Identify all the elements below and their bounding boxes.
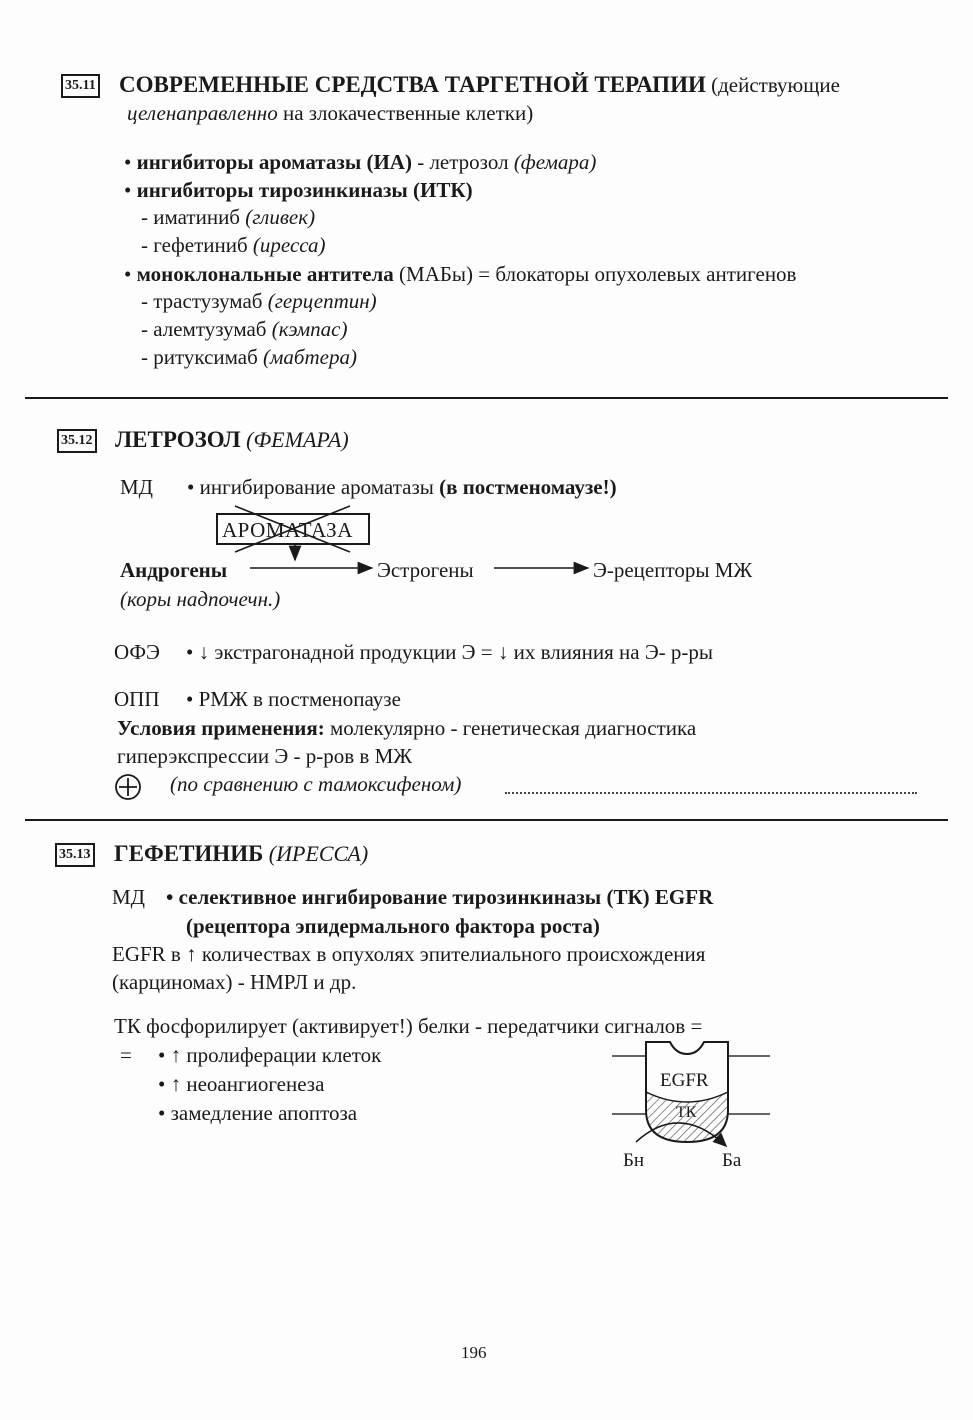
bullet: - xyxy=(141,205,154,229)
section-divider xyxy=(25,397,948,399)
bullet: - xyxy=(141,345,154,369)
title-bold: ЛЕТРОЗОЛ xyxy=(115,427,241,452)
title-bold: СОВРЕМЕННЫЕ СРЕДСТВА ТАРГЕТНОЙ ТЕРАПИИ xyxy=(119,72,706,97)
title-bold: ГЕФЕТИНИБ xyxy=(114,841,264,866)
md-text xyxy=(187,475,617,499)
item-text: алемтузумаб xyxy=(153,317,272,341)
paragraph: EGFR в ↑ количествах в опухолях эпителиального происхождения xyxy=(112,942,706,966)
item-bold: ингибиторы тирозинкиназы (ИТК) xyxy=(136,178,473,202)
list-item xyxy=(141,289,377,313)
plus-note: (по сравнению с тамоксифеном) xyxy=(170,772,462,796)
section-title-35-12 xyxy=(115,427,349,453)
list-item xyxy=(124,262,796,286)
item-italic: (иресса) xyxy=(252,233,326,257)
estrogens-label: Эстрогены xyxy=(377,558,474,582)
md-text-plain: • ингибирование ароматазы xyxy=(187,475,440,499)
section-divider xyxy=(25,819,948,821)
list-item xyxy=(141,233,326,257)
ba-label: Ба xyxy=(722,1150,742,1171)
tk-label: ТК xyxy=(676,1104,697,1121)
ofe-label: ОФЭ xyxy=(114,640,160,664)
bullet: - xyxy=(141,317,154,341)
section-number-35-13: 35.13 xyxy=(55,843,95,867)
section-number-35-11: 35.11 xyxy=(61,74,100,98)
section-title-35-11 xyxy=(119,72,840,98)
receptors-label: Э-рецепторы МЖ xyxy=(593,558,753,582)
androgens-label: Андрогены xyxy=(120,558,228,582)
md-text-line-2: (рецептора эпидермального фактора роста) xyxy=(186,914,600,938)
bullet: - xyxy=(141,233,154,257)
page-number: 196 xyxy=(461,1343,487,1362)
title-italic: (ФЕМАРА) xyxy=(240,427,349,452)
item-bold: моноклональные антитела xyxy=(136,262,394,286)
item-text: гефетиниб xyxy=(153,233,253,257)
item-text: ритуксимаб xyxy=(153,345,264,369)
item-italic: (кэмпас) xyxy=(271,317,348,341)
androgens-note: (коры надпочечн.) xyxy=(120,587,281,611)
section-title-35-13 xyxy=(114,841,368,867)
dotted-fill xyxy=(505,792,917,794)
bullet: • xyxy=(124,150,137,174)
list-item xyxy=(124,178,473,202)
item-italic: (мабтера) xyxy=(263,345,357,369)
item-italic: (герцептин) xyxy=(267,289,377,313)
effect-item: • ↑ пролиферации клеток xyxy=(158,1043,382,1067)
title-italic: (ИРЕССА) xyxy=(263,841,369,866)
item-italic: (гливек) xyxy=(245,205,316,229)
bullet: - xyxy=(141,289,154,313)
bn-label: Бн xyxy=(623,1150,645,1171)
bullet: • xyxy=(124,178,137,202)
md-label: МД xyxy=(112,885,145,909)
opp-label: ОПП xyxy=(114,687,160,711)
item-bold: ингибиторы ароматазы (ИА) xyxy=(136,150,412,174)
ofe-text: • ↓ экстрагонадной продукции Э = ↓ их влияния на Э- р-ры xyxy=(186,640,714,664)
item-text: - летрозол xyxy=(411,150,514,174)
conditions-line xyxy=(117,716,696,740)
subtitle-italic: целенаправленно xyxy=(127,101,278,125)
md-label: МД xyxy=(120,475,153,499)
section-subtitle-35-11 xyxy=(127,101,533,125)
list-item xyxy=(141,205,315,229)
equals-sign: = xyxy=(120,1043,132,1067)
section-number-35-12: 35.12 xyxy=(57,429,97,453)
item-italic: (фемара) xyxy=(513,150,597,174)
plus-circle-icon xyxy=(113,772,143,802)
paragraph: (карциномах) - НМРЛ и др. xyxy=(112,970,357,994)
bullet: • xyxy=(124,262,137,286)
md-text-line-1: • селективное ингибирование тирозинкиназы (ТК) EGFR xyxy=(166,885,714,909)
effect-item: • замедление апоптоза xyxy=(158,1101,358,1125)
conditions-bold: Условия применения: xyxy=(117,716,325,740)
conditions-line-2: гиперэкспрессии Э - р-ров в МЖ xyxy=(117,744,413,768)
item-text: трастузумаб xyxy=(153,289,268,313)
list-item xyxy=(124,150,596,174)
effect-item: • ↑ неоангиогенеза xyxy=(158,1072,325,1096)
opp-text: • РМЖ в постменопаузе xyxy=(186,687,401,711)
title-rest: (действующие xyxy=(705,73,840,97)
md-text-bold: (в постменомаузе!) xyxy=(439,475,617,499)
list-item xyxy=(141,317,347,341)
egfr-label: EGFR xyxy=(660,1070,709,1091)
item-text: иматиниб xyxy=(153,205,246,229)
conditions-text: молекулярно - генетическая диагностика xyxy=(324,716,697,740)
paragraph: ТК фосфорилирует (активирует!) белки - передатчики сигналов = xyxy=(114,1014,703,1038)
list-item xyxy=(141,345,357,369)
item-text: (МАБы) = блокаторы опухолевых антигенов xyxy=(393,262,797,286)
subtitle-rest: на злокачественные клетки) xyxy=(277,101,534,125)
enzyme-label: АРОМАТАЗА xyxy=(222,518,353,542)
